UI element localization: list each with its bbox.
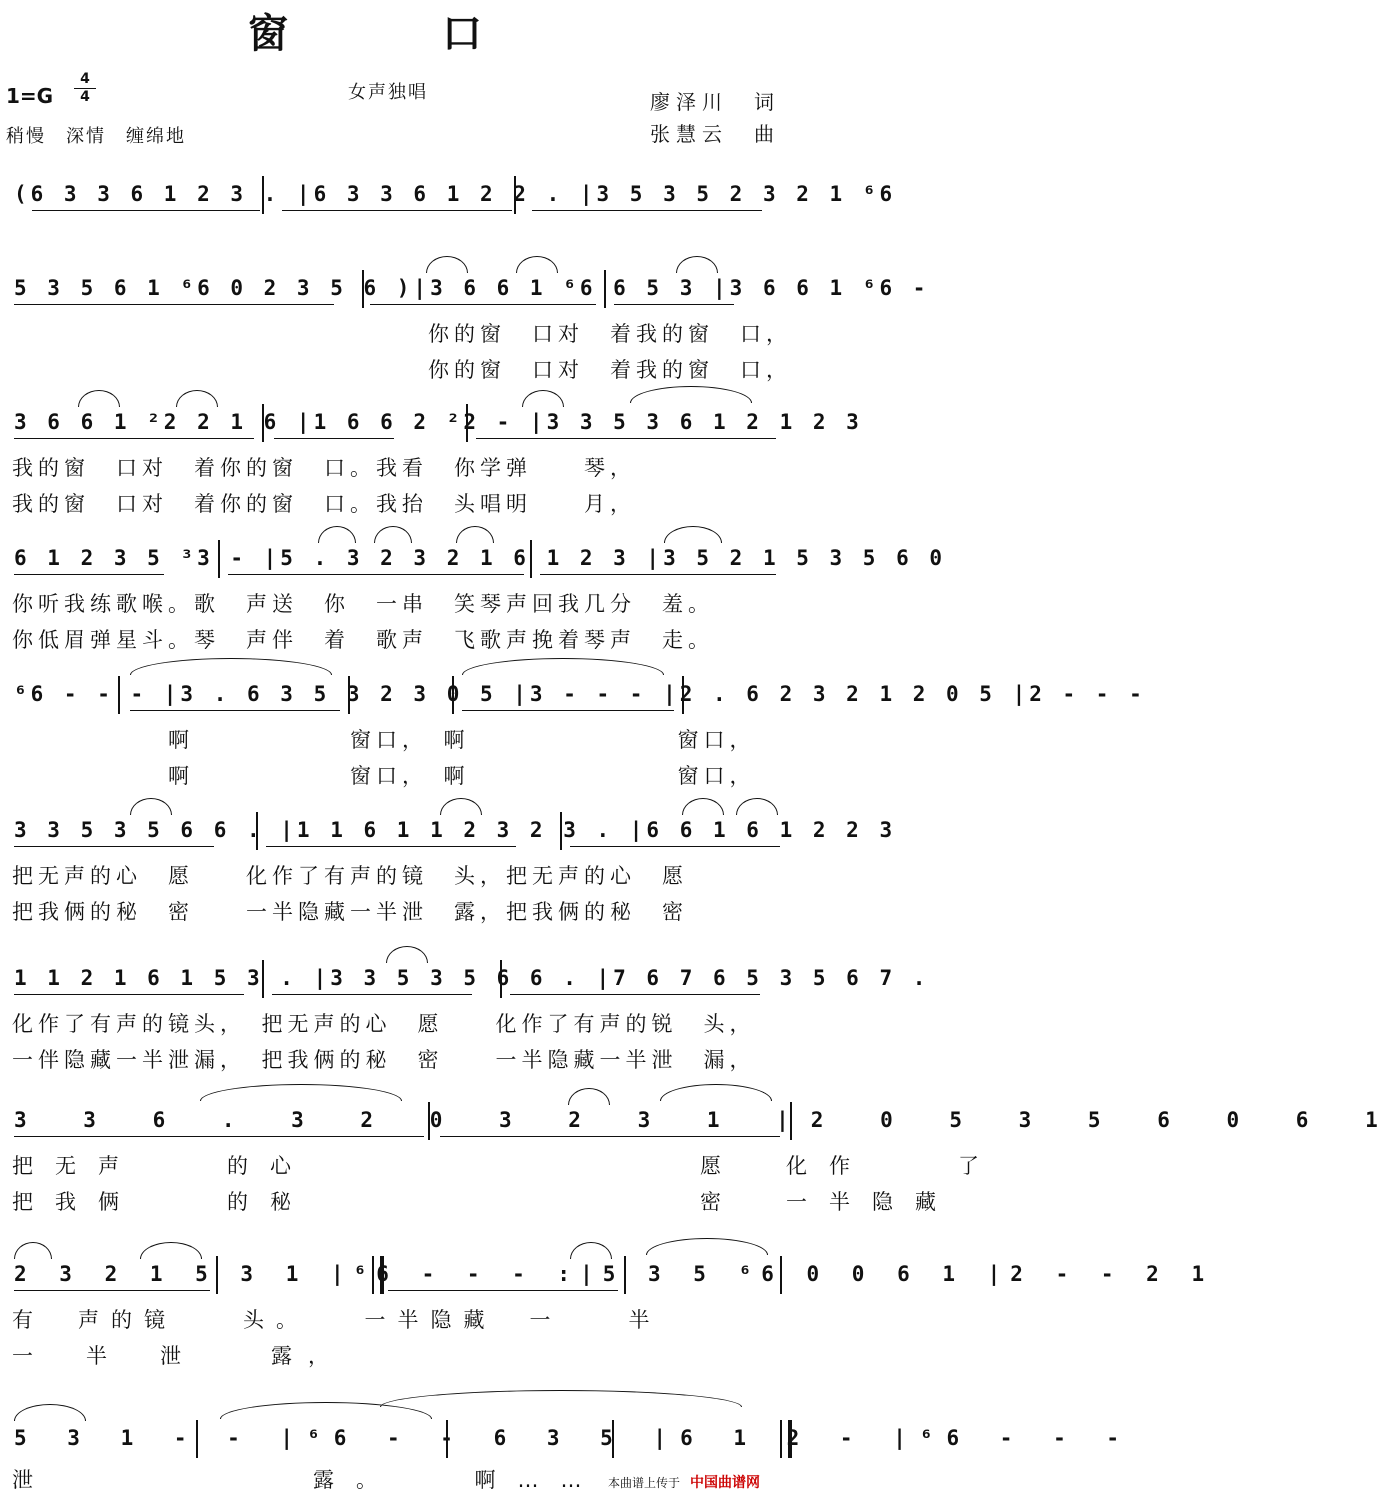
slur bbox=[176, 390, 218, 407]
beam bbox=[32, 210, 260, 211]
composer-credit: 张慧云 曲 bbox=[650, 122, 780, 146]
barline bbox=[530, 540, 532, 578]
slur bbox=[14, 1404, 86, 1421]
lyric-line-1: 有 声的镜 头。 一半隐藏 一 半 bbox=[12, 1308, 662, 1332]
barline bbox=[362, 270, 364, 308]
lyric-line-2: 一 半 泄 露， bbox=[12, 1344, 345, 1368]
site-logo: 中国曲谱网 bbox=[690, 1475, 760, 1491]
barline bbox=[446, 1420, 448, 1458]
barline bbox=[218, 540, 220, 578]
beam bbox=[510, 994, 760, 995]
barline bbox=[624, 1256, 626, 1294]
time-signature-top: 4 bbox=[80, 71, 90, 87]
beam bbox=[476, 438, 776, 439]
barline bbox=[256, 812, 258, 850]
beam bbox=[14, 1136, 424, 1137]
beam bbox=[266, 846, 516, 847]
beam bbox=[570, 846, 780, 847]
barline bbox=[428, 1102, 430, 1140]
slur bbox=[78, 390, 120, 407]
lyric-line-1: 化作了有声的镜头， 把无声的心 愿 化作了有声的锐 头， bbox=[12, 1012, 756, 1036]
lyric-line-2: 把我俩 的秘 密 一半隐藏 bbox=[12, 1190, 958, 1214]
lyric-line-2: 把我俩的秘 密 一半隐藏一半泄 露，把我俩的秘 密 bbox=[12, 900, 688, 924]
key-signature: 1=G bbox=[6, 84, 54, 108]
slur bbox=[140, 1242, 202, 1259]
beam bbox=[532, 210, 762, 211]
slur bbox=[130, 658, 332, 675]
notation-line: ⁶6 - - - |3 . 6 3 5 3 2 3 0 5 |3 - - - |2 . 6 2 3 2 1 2 0 5 |2 - - - bbox=[14, 682, 1146, 706]
slur bbox=[380, 1390, 742, 1407]
lyric-line-2: 啊 窗口， 啊 窗口， bbox=[12, 764, 756, 788]
notation-line: 6 1 2 3 5 ³3 - |5 . 3 2 3 2 1 6 1 2 3 |3 5 2 1 5 3 5 6 0 bbox=[14, 546, 947, 570]
tempo-marking: 稍慢 深情 缠绵地 bbox=[6, 126, 186, 147]
barline bbox=[466, 404, 468, 442]
beam bbox=[274, 438, 394, 439]
beam bbox=[14, 438, 254, 439]
slur bbox=[570, 1242, 612, 1259]
barline bbox=[500, 960, 502, 998]
notation-line: 5 3 5 6 1 ⁶6 0 2 3 5 6 )|3 6 6 1 ⁶6 6 5 3 |3 6 6 1 ⁶6 - bbox=[14, 276, 930, 300]
slur bbox=[516, 256, 558, 273]
beam bbox=[14, 846, 214, 847]
barline bbox=[262, 960, 264, 998]
notation-line: 3 6 6 1 ²2 2 1 6 |1 6 6 2 ²2 - |3 3 5 3 6 1 2 1 2 3 bbox=[14, 410, 863, 434]
notation-line: 1 1 2 1 6 1 5 3 . |3 3 5 3 5 6 6 . |7 6 7 6 5 3 5 6 7 . bbox=[14, 966, 930, 990]
beam bbox=[540, 574, 776, 575]
upload-note: 本曲谱上传于 bbox=[608, 1476, 681, 1490]
lyric-line-2: 你低眉弹星斗。琴 声伴 着 歌声 飞歌声挽着琴声 走。 bbox=[12, 628, 714, 652]
beam bbox=[388, 1290, 618, 1291]
beam bbox=[14, 1290, 210, 1291]
lyric-line-1: 把无声的心 愿 化作了有声的镜 头，把无声的心 愿 bbox=[12, 864, 688, 888]
slur bbox=[630, 386, 752, 403]
lyric-line-1: 泄 露。 啊…… bbox=[12, 1468, 604, 1492]
slur bbox=[130, 798, 172, 815]
beam bbox=[14, 994, 244, 995]
barline bbox=[560, 812, 562, 850]
barline bbox=[118, 676, 120, 714]
lyric-line-1: 你的窗 口对 着我的窗 口， bbox=[12, 322, 792, 346]
time-signature bbox=[74, 72, 96, 105]
slur bbox=[374, 526, 412, 543]
notation-line: 5 3 1 - - |⁶6 - - 6 3 5 |6 1 2 - |⁶6 - - - bbox=[14, 1426, 1134, 1450]
slur bbox=[664, 526, 722, 543]
lyric-line-1: 我的窗 口对 着你的窗 口。我看 你学弹 琴， bbox=[12, 456, 636, 480]
lyric-line-2: 我的窗 口对 着你的窗 口。我抬 头唱明 月， bbox=[12, 492, 636, 516]
beam bbox=[614, 304, 734, 305]
barline bbox=[790, 1102, 792, 1140]
performer-label: 女声独唱 bbox=[348, 82, 428, 103]
beam bbox=[440, 1136, 780, 1137]
lyricist-credit: 廖泽川 词 bbox=[650, 90, 780, 114]
time-signature-bottom: 4 bbox=[80, 89, 90, 105]
beam bbox=[228, 574, 524, 575]
barline bbox=[780, 1256, 782, 1294]
slur bbox=[200, 1084, 402, 1101]
slur bbox=[456, 526, 494, 543]
slur bbox=[522, 390, 564, 407]
lyric-line-1: 把无声 的心 愿 化作 了 bbox=[12, 1154, 1001, 1178]
notation-line: 3 3 6 . 3 2 0 3 2 3 1 |2 0 5 3 5 6 0 6 1 bbox=[14, 1108, 1400, 1132]
beam bbox=[282, 210, 512, 211]
barline bbox=[604, 270, 606, 308]
lyric-line-2: 你的窗 口对 着我的窗 口， bbox=[12, 358, 792, 382]
slur bbox=[14, 1242, 52, 1259]
beam bbox=[462, 710, 674, 711]
beam bbox=[370, 304, 596, 305]
notation-line: (6 3 3 6 1 2 3 . |6 3 3 6 1 2 2 . |3 5 3 5 2 3 2 1 ⁶6 bbox=[14, 182, 897, 206]
lyric-line-2: 一伴隐藏一半泄漏， 把我俩的秘 密 一半隐藏一半泄 漏， bbox=[12, 1048, 756, 1072]
slur bbox=[660, 1084, 772, 1101]
barline bbox=[196, 1420, 198, 1458]
final-barline bbox=[780, 1420, 792, 1458]
slur bbox=[736, 798, 778, 815]
barline bbox=[348, 676, 350, 714]
lyric-line-1: 你听我练歌喉。歌 声送 你 一串 笑琴声回我几分 羞。 bbox=[12, 592, 714, 616]
slur bbox=[462, 658, 664, 675]
barline bbox=[514, 176, 516, 214]
beam bbox=[14, 304, 334, 305]
slur bbox=[646, 1238, 768, 1255]
notation-line: 3 3 5 3 5 6 6 . |1 1 6 1 1 2 3 2 3 . |6 6 1 6 1 2 2 3 bbox=[14, 818, 897, 842]
slur bbox=[318, 526, 356, 543]
barline bbox=[612, 1420, 614, 1458]
beam bbox=[14, 574, 164, 575]
barline bbox=[682, 676, 684, 714]
repeat-barline bbox=[372, 1256, 384, 1294]
barline bbox=[262, 404, 264, 442]
lyric-line-1: 啊 窗口， 啊 窗口， bbox=[12, 728, 756, 752]
beam bbox=[130, 710, 340, 711]
slur bbox=[568, 1088, 610, 1105]
slur bbox=[682, 798, 724, 815]
slur bbox=[386, 946, 428, 963]
beam bbox=[272, 994, 472, 995]
barline bbox=[216, 1256, 218, 1294]
song-title: 窗 口 bbox=[248, 10, 552, 57]
slur bbox=[426, 256, 468, 273]
barline bbox=[262, 176, 264, 214]
slur bbox=[676, 256, 718, 273]
slur bbox=[440, 798, 482, 815]
notation-line: 2 3 2 1 5 3 1 |⁶6 - - - :|5 3 5 ⁶6 0 0 6 1 |2 - - 2 1 bbox=[14, 1262, 1215, 1286]
barline bbox=[452, 676, 454, 714]
